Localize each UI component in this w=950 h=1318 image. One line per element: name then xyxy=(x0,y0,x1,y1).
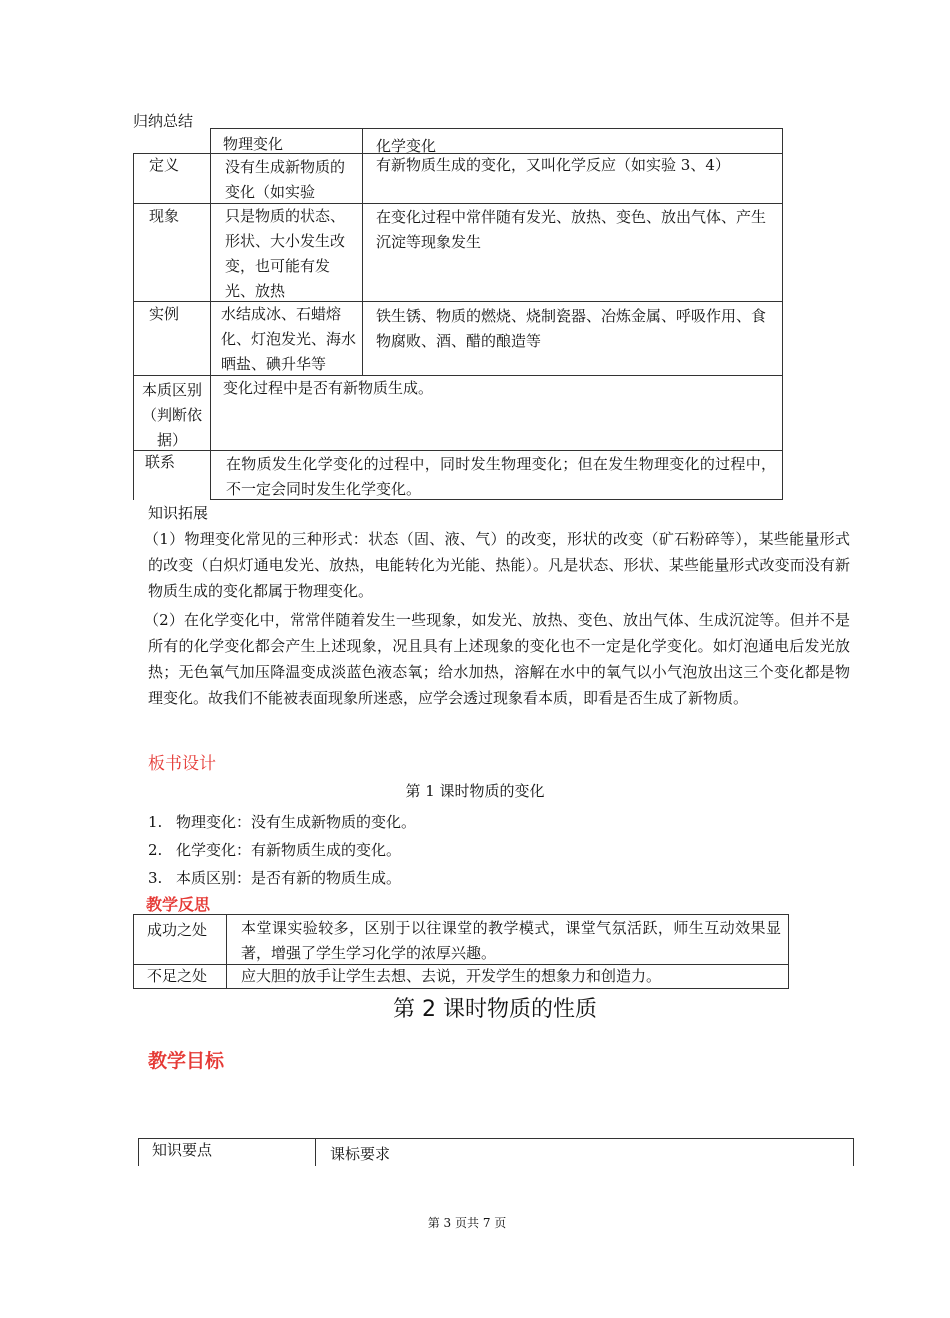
page-footer: 第 3 页共 7 页 xyxy=(427,1216,507,1230)
board-item-text: 化学变化：有新物质生成的变化。 xyxy=(176,841,402,859)
chemical-phenomenon: 在变化过程中常伴随有发光、放热、变色、放出气体、产生沉淀等现象发生 xyxy=(376,208,767,251)
row-label-phenomenon: 现象 xyxy=(149,207,180,225)
col-physical-header: 物理变化 xyxy=(223,135,284,153)
lack-label: 不足之处 xyxy=(147,967,208,985)
board-item-text: 物理变化：没有生成新物质的变化。 xyxy=(176,813,417,831)
board-item-3 xyxy=(148,864,416,892)
col-chemical-header: 化学变化 xyxy=(376,137,437,155)
extension-paragraph-2: （2）在化学变化中，常常伴随着发生一些现象，如发光、放热、变色、放出气体、生成沉淀等。但并不是所有的化学变化都会产生上述现象，况且具有上述现象的变化也不一定是化学变化。如灯泡通电后发光放热；无色氧气加压降温变成淡蓝色液态氧；给水加热，溶解在水中的氧气以小气泡放出这三个变化都是物理变化。故我们不能被表面现象所迷惑，应学会透过现象看本质，即看是否生成了新物质。 xyxy=(144,611,850,707)
lack-text: 应大胆的放手让学生去想、去说，开发学生的想象力和创造力。 xyxy=(241,967,662,985)
board-item-num: 3. xyxy=(148,869,163,887)
extension-heading: 知识拓展 xyxy=(148,504,209,522)
link-text: 在物质发生化学变化的过程中，同时发生物理变化；但在发生物理变化的过程中，不一定会同时发生化学变化。 xyxy=(226,455,776,498)
lesson2-goal-table xyxy=(138,1138,854,1166)
physical-phenomenon: 只是物质的状态、形状、大小发生改变，也可能有发光、放热 xyxy=(225,207,346,300)
extension-paragraph-1: （1）物理变化常见的三种形式：状态（固、液、气）的改变，形状的改变（矿石粉碎等），某些能量形式的改变（白炽灯通电发光、放热，电能转化为光能、热能）。凡是状态、形状、某些能量形式改变而没有新物质生成的变化都属于物理变化。 xyxy=(144,530,850,600)
board-item-num: 1. xyxy=(148,813,163,831)
lesson2-title: 第 2 课时物质的性质 xyxy=(393,997,597,1022)
board-list xyxy=(148,808,416,892)
reflection-heading: 教学反思 xyxy=(146,895,211,914)
physical-definition: 没有生成新物质的变化（如实验 xyxy=(225,158,346,201)
row-label-definition: 定义 xyxy=(149,156,180,174)
chemical-definition: 有新物质生成的变化，又叫化学反应（如实验 3、4） xyxy=(376,156,730,174)
board-item-1 xyxy=(148,808,416,836)
essence-text: 变化过程中是否有新物质生成。 xyxy=(223,379,434,397)
col-curriculum-requirements: 课标要求 xyxy=(330,1145,391,1163)
lesson2-goal-heading: 教学目标 xyxy=(148,1050,225,1072)
col-knowledge-points: 知识要点 xyxy=(152,1141,213,1159)
summary-table xyxy=(133,128,783,500)
board-item-num: 2. xyxy=(148,841,163,859)
row-label-essence: 本质区别（判断依据） xyxy=(141,381,202,449)
board-title: 第 1 课时物质的变化 xyxy=(405,782,545,800)
reflection-table xyxy=(133,914,789,989)
summary-heading: 归纳总结 xyxy=(133,112,194,130)
board-item-2 xyxy=(148,836,416,864)
board-heading: 板书设计 xyxy=(148,754,216,774)
row-label-link: 联系 xyxy=(145,453,176,471)
board-item-text: 本质区别：是否有新的物质生成。 xyxy=(176,869,402,887)
physical-examples: 水结成冰、石蜡熔化、灯泡发光、海水晒盐、碘升华等 xyxy=(221,305,357,373)
success-label: 成功之处 xyxy=(147,921,208,939)
success-text: 本堂课实验较多，区别于以往课堂的教学模式，课堂气氛活跃，师生互动效果显著，增强了学生学习化学的浓厚兴趣。 xyxy=(241,919,781,962)
chemical-examples: 铁生锈、物质的燃烧、烧制瓷器、冶炼金属、呼吸作用、食物腐败、酒、醋的酿造等 xyxy=(376,307,767,350)
row-label-examples: 实例 xyxy=(149,305,180,323)
